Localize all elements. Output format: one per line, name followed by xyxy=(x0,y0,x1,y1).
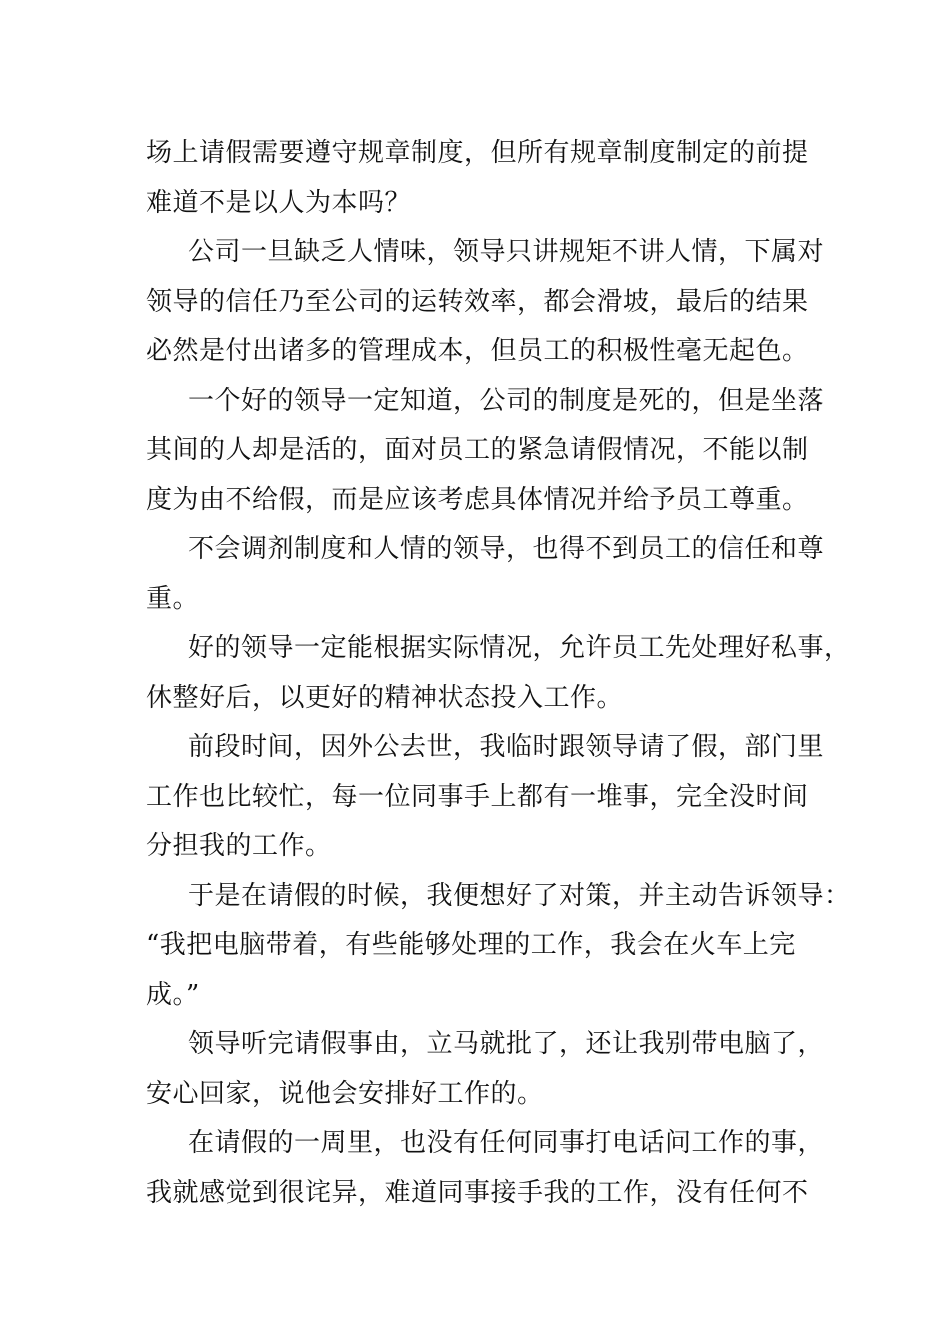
text-line: 我就感觉到很诧异，难道同事接手我的工作，没有任何不 xyxy=(146,1177,809,1208)
text-line: 好的领导一定能根据实际情况，允许员工先处理好私事， xyxy=(188,633,851,663)
text-line: 场上请假需要遵守规章制度，但所有规章制度制定的前提 xyxy=(146,138,809,168)
text-line: 公司一旦缺乏人情味，领导只讲规矩不讲人情，下属对 xyxy=(188,237,825,267)
text-line: 工作也比较忙，每一位同事手上都有一堆事，完全没时间 xyxy=(146,781,809,812)
text-line: 重。 xyxy=(146,583,200,614)
document-text xyxy=(146,129,851,1218)
text-line: 其间的人却是活的，面对员工的紧急请假情况，不能以制 xyxy=(146,435,809,465)
text-line: 在请假的一周里，也没有任何同事打电话问工作的事， xyxy=(188,1128,825,1158)
text-line: “我把电脑带着，有些能够处理的工作，我会在火车上完 xyxy=(146,930,796,960)
text-line: 休整好后，以更好的精神状态投入工作。 xyxy=(146,682,624,713)
text-line: 难道不是以人为本吗？ xyxy=(146,187,412,218)
text-line: 领导的信任乃至公司的运转效率，都会滑坡，最后的结果 xyxy=(146,286,809,317)
text-line: 于是在请假的时候，我便想好了对策，并主动告诉领导： xyxy=(188,880,851,911)
text-line: 一个好的领导一定知道，公司的制度是死的，但是坐落 xyxy=(188,385,825,416)
text-line: 不会调剂制度和人情的领导，也得不到员工的信任和尊 xyxy=(188,534,825,564)
text-line: 必然是付出诸多的管理成本，但员工的积极性毫无起色。 xyxy=(146,336,809,366)
text-line: 分担我的工作。 xyxy=(146,831,332,861)
text-line: 成。” xyxy=(146,979,200,1010)
text-line: 前段时间，因外公去世，我临时跟领导请了假，部门里 xyxy=(188,732,825,762)
text-line: 安心回家，说他会安排好工作的。 xyxy=(146,1078,544,1109)
text-line: 领导听完请假事由，立马就批了，还让我别带电脑了， xyxy=(188,1029,825,1059)
text-line: 度为由不给假，而是应该考虑具体情况并给予员工尊重。 xyxy=(146,484,809,515)
